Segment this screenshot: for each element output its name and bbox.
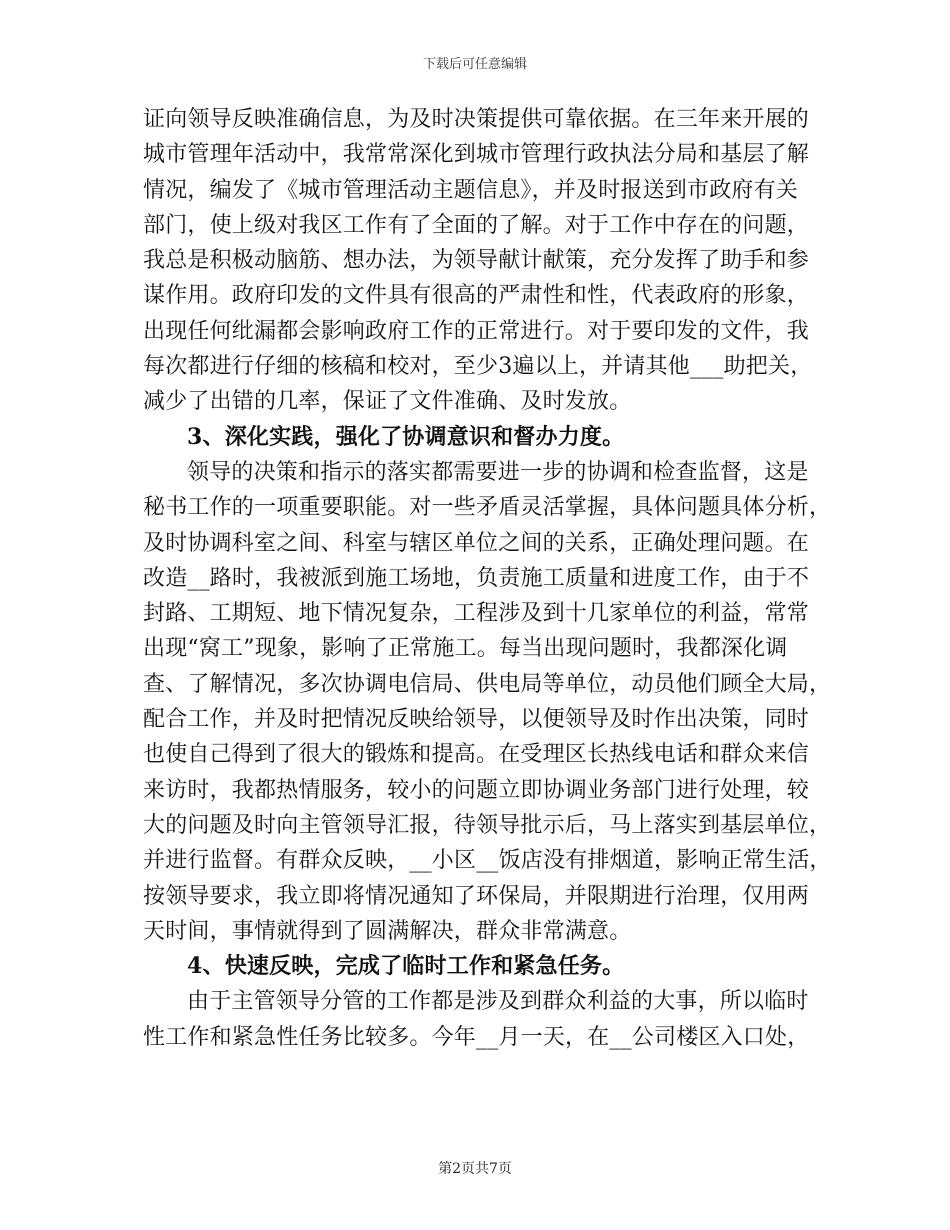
text-line: 出现任何纰漏都会影响政府工作的正常进行。对于要印发的文件，我: [143, 318, 810, 344]
section-heading: 4、快速反映，完成了临时工作和紧急任务。: [187, 953, 625, 980]
text-line: 改造__路时，我被派到施工场地，负责施工质量和进度工作，由于不: [143, 565, 810, 591]
text-line: 天时间，事情就得到了圆满解决，群众非常满意。: [143, 918, 632, 944]
document-body: [143, 102, 832, 1055]
page-footer: 第2页共7页: [438, 1161, 512, 1177]
text-line: 情况，编发了《城市管理活动主题信息》，并及时报送到市政府有关: [143, 177, 799, 203]
text-line: 城市管理年活动中，我常常深化到城市管理行政执法分局和基层了解: [143, 142, 810, 168]
text-line: 并进行监督。有群众反映，__小区__饭店没有排烟道，影响正常生活，: [143, 848, 832, 874]
page-header: 下载后可任意编辑: [422, 57, 527, 72]
text-line: 出现“窝工”现象，影响了正常施工。每当出现问题时，我都深化调: [143, 636, 788, 662]
text-line: 查、了解情况，多次协调电信局、供电局等单位，动员他们顾全大局，: [143, 671, 832, 697]
text-line: 由于主管领导分管的工作都是涉及到群众利益的大事，所以临时: [187, 989, 809, 1015]
text-line: 我总是积极动脑筋、想办法，为领导献计献策，充分发挥了助手和参: [143, 248, 810, 274]
text-line: 谋作用。政府印发的文件具有很高的严肃性和性，代表政府的形象，: [143, 283, 810, 309]
section-heading: 3、深化实践，强化了协调意识和督办力度。: [187, 423, 625, 450]
text-line: 按领导要求，我立即将情况通知了环保局，并限期进行治理，仅用两: [143, 883, 810, 909]
text-line: 秘书工作的一项重要职能。对一些矛盾灵活掌握，具体问题具体分析，: [143, 495, 832, 521]
text-line: 配合工作，并及时把情况反映给领导，以便领导及时作出决策，同时: [143, 707, 810, 733]
text-line: 性工作和紧急性任务比较多。今年__月一天，在__公司楼区入口处，: [143, 1024, 810, 1050]
text-line: 来访时，我都热情服务，较小的问题立即协调业务部门进行处理，较: [143, 777, 810, 803]
text-line: 部门，使上级对我区工作有了全面的了解。对于工作中存在的问题，: [143, 212, 810, 238]
text-line: 每次都进行仔细的核稿和校对，至少3遍以上，并请其他___助把关，: [143, 354, 813, 380]
text-line: 及时协调科室之间、科室与辖区单位之间的关系，正确处理问题。在: [143, 530, 810, 556]
text-line: 也使自己得到了很大的锻炼和提高。在受理区长热线电话和群众来信: [143, 742, 810, 768]
text-line: 大的问题及时向主管领导汇报，待领导批示后，马上落实到基层单位，: [143, 812, 832, 838]
text-line: 证向领导反映准确信息，为及时决策提供可靠依据。在三年来开展的: [143, 107, 810, 132]
text-line: 减少了出错的几率，保证了文件准确、及时发放。: [143, 389, 632, 415]
text-line: 领导的决策和指示的落实都需要进一步的协调和检查监督，这是: [187, 459, 809, 485]
text-line: 封路、工期短、地下情况复杂，工程涉及到十几家单位的利益，常常: [143, 601, 810, 627]
